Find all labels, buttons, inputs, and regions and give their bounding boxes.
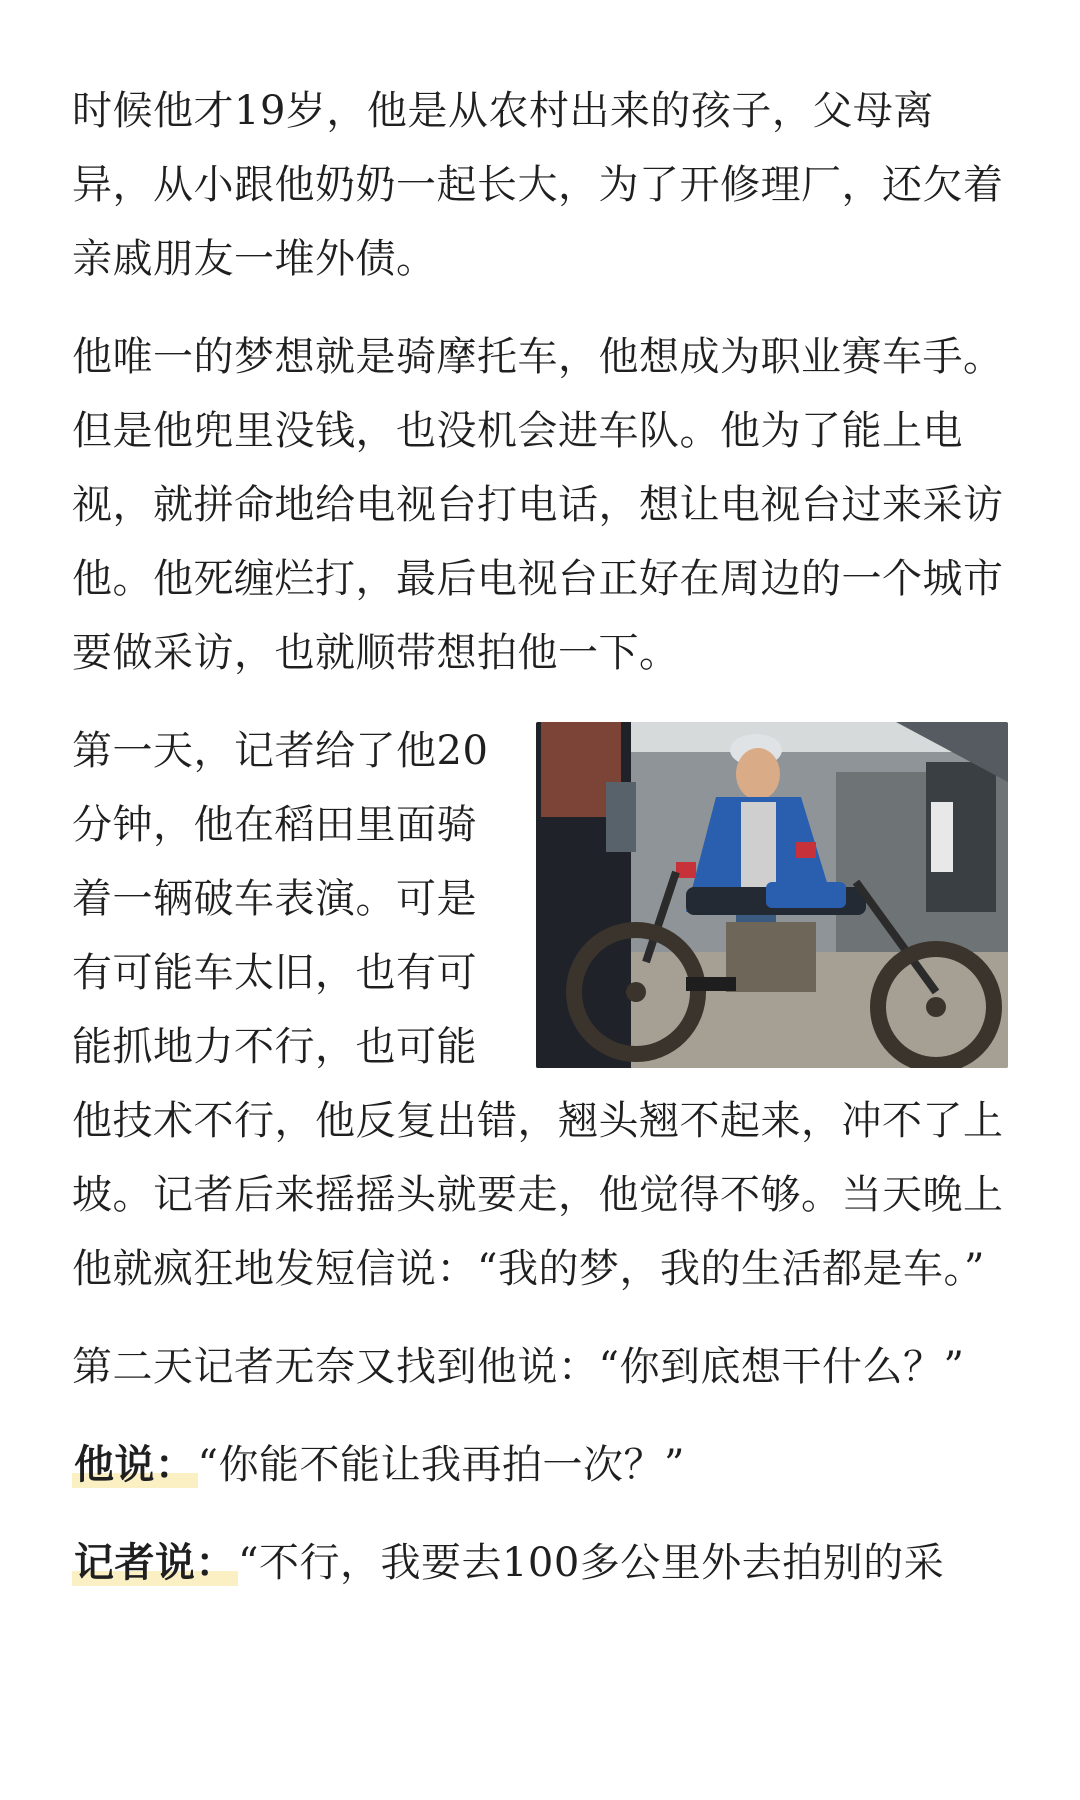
- dialogue-text: “你能不能让我再拍一次？”: [197, 1442, 685, 1488]
- paragraph-2: 他唯一的梦想就是骑摩托车，他想成为职业赛车手。但是他兜里没钱，也没机会进车队。他为了能上电视，就拼命地给电视台打电话，想让电视台过来采访他。他死缠烂打，最后电视台正好在周边的一个城市要做采访，也就顺带想拍他一下。: [72, 334, 1004, 676]
- paragraph-1: 时候他才19岁，他是从农村出来的孩子，父母离异，从小跟他奶奶一起长大，为了开修理厂，还欠着亲戚朋友一堆外债。: [72, 88, 1004, 282]
- article-photo[interactable]: [536, 722, 1008, 1068]
- article-body: [72, 74, 1008, 1624]
- paragraph-3: 第一天，记者给了他20分钟，他在稻田里面骑着一辆破车表演。可是有可能车太旧，也有可能抓地力不行，也可能他技术不行，他反复出错，翘头翘不起来，冲不了上坡。记者后来摇摇头就要走，他觉得不够。当天晚上他就疯狂地发短信说：“我的梦，我的生活都是车。”: [72, 728, 1004, 1292]
- paragraph-4: 第二天记者无奈又找到他说：“你到底想干什么？”: [72, 1344, 965, 1390]
- dialogue-line-2: [72, 1526, 1008, 1600]
- dialogue-text: “不行，我要去100多公里外去拍别的采: [238, 1540, 945, 1586]
- speaker-label: 他说：: [74, 1441, 196, 1488]
- speaker-label: 记者说：: [74, 1539, 236, 1586]
- photo-young-man-with-motorcycle-icon: [536, 722, 1008, 1068]
- dialogue-line-1: [72, 1428, 1008, 1502]
- paragraph-with-photo: [72, 714, 1008, 1330]
